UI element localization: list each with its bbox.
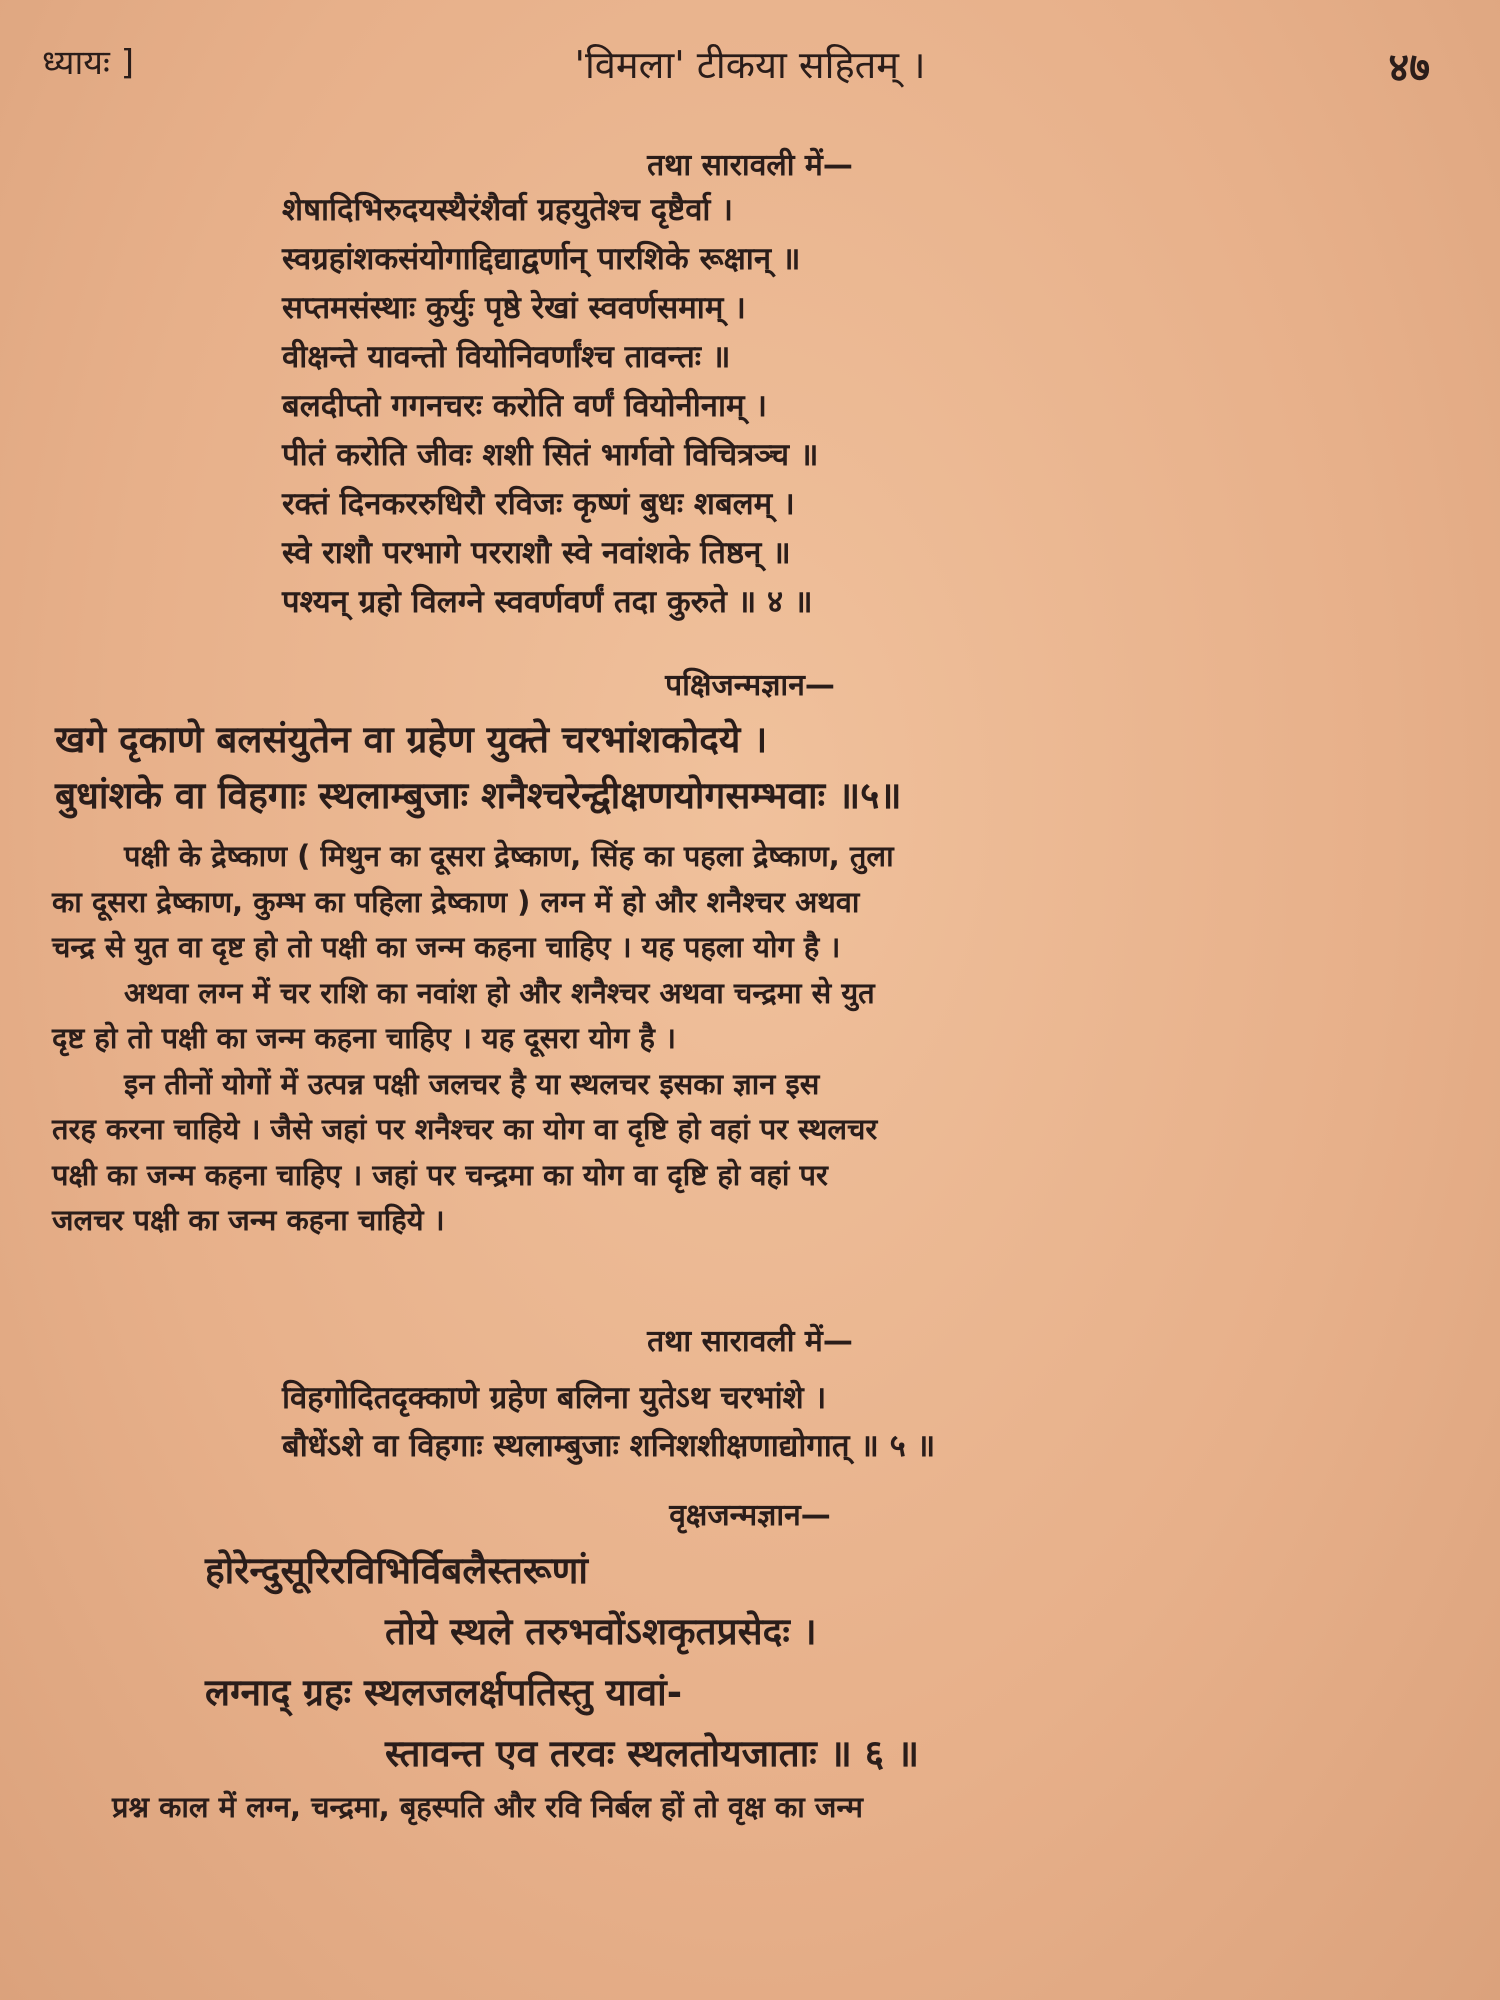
verse-line: स्वे राशौ परभागे परराशौ स्वे नवांशके तिष्ठन् ॥ <box>282 535 791 571</box>
verse-line: सप्तमसंस्थाः कुर्युः पृष्ठे रेखां स्ववर्णसमाम् । <box>282 290 746 326</box>
verse-line: वीक्षन्ते यावन्तो वियोनिवर्णांश्च तावन्तः ॥ <box>282 339 731 375</box>
prose-line: पक्षी का जन्म कहना चाहिए । जहां पर चन्द्रमा का योग वा दृष्टि हो वहां पर <box>52 1157 828 1192</box>
verse-block-5 <box>282 1374 1500 1470</box>
prose-line: अथवा लग्न में चर राशि का नवांश हो और शनैश्चर अथवा चन्द्रमा से युत <box>124 975 875 1010</box>
subheading: पक्षिजन्मज्ञान— <box>665 668 835 703</box>
prose-line: का दूसरा द्रेष्काण, कुम्भ का पहिला द्रेष्काण ) लग्न में हो और शनैश्चर अथवा <box>52 884 860 919</box>
sutra-line: होरेन्दुसूरिरविभिर्विबलैस्तरूणां <box>205 1549 588 1592</box>
verse-line: विहगोदितदृक्काणे ग्रहेण बलिना युतेऽथ चरभांशे । <box>282 1380 827 1416</box>
subheading: तथा सारावली में— <box>647 148 853 183</box>
subheading: वृक्षजन्मज्ञान— <box>669 1498 831 1533</box>
sutra-line: तोये स्थले तरुभवोंऽशकृतप्रसेदः । <box>385 1610 817 1653</box>
verse-line: स्वग्रहांशकसंयोगाद्दिद्याद्वर्णान् पारशिके रूक्षान् ॥ <box>282 241 801 277</box>
sutra-line: खगे दृकाणे बलसंयुतेन वा ग्रहेण युक्ते चरभांशकोदये । <box>55 718 768 761</box>
page-number: ४७ <box>1388 45 1430 91</box>
verse-line: बौधेंऽशे वा विहगाः स्थलाम्बुजाः शनिशशीक्षणाद्योगात् ॥ ५ ॥ <box>282 1428 936 1464</box>
prose-line: प्रश्न काल में लग्न, चन्द्रमा, बृहस्पति और रवि निर्बल हों तो वृक्ष का जन्म <box>112 1790 863 1824</box>
verse-line: रक्तं दिनकररुधिरौ रविजः कृष्णं बुधः शबलम् । <box>282 486 795 522</box>
sutra-5 <box>55 712 1500 824</box>
running-header-left: ध्यायः ] <box>42 43 134 83</box>
prose-line: पक्षी के द्रेष्काण ( मिथुन का दूसरा द्रेष्काण, सिंह का पहला द्रेष्काण, तुला <box>124 839 894 873</box>
sutra-line: स्तावन्त एव तरवः स्थलतोयजाताः ॥ ६ ॥ <box>385 1732 919 1775</box>
sutra-line: लग्नाद् ग्रहः स्थलजलर्क्षपतिस्तु यावां- <box>205 1671 683 1714</box>
verse-line: पश्यन् ग्रहो विलग्ने स्ववर्णवर्णं तदा कुरुते ॥ ४ ॥ <box>282 584 813 620</box>
section-tree-birth <box>0 1496 1500 1536</box>
prose-line: दृष्ट हो तो पक्षी का जन्म कहना चाहिए । यह दूसरा योग है । <box>52 1021 676 1055</box>
section-saravali-2 <box>0 1322 1500 1362</box>
commentary-5 <box>52 834 1500 1244</box>
commentary-6 <box>112 1785 1500 1831</box>
prose-line: चन्द्र से युत वा दृष्ट हो तो पक्षी का जन्म कहना चाहिए । यह पहला योग है । <box>52 930 841 964</box>
subheading: तथा सारावली में— <box>647 1324 853 1359</box>
verse-block-4 <box>282 186 1500 627</box>
running-header-title: 'विमला' टीकया सहितम् । <box>574 43 926 87</box>
prose-line: इन तीनों योगों में उत्पन्न पक्षी जलचर है या स्थलचर इसका ज्ञान इस <box>124 1066 820 1101</box>
prose-line: जलचर पक्षी का जन्म कहना चाहिये । <box>52 1203 445 1237</box>
verse-line: पीतं करोति जीवः शशी सितं भार्गवो विचित्रञ्च ॥ <box>282 437 819 473</box>
sutra-6 <box>0 1540 1500 1784</box>
verse-line: बलदीप्तो गगनचरः करोति वर्णं वियोनीनाम् । <box>282 388 768 424</box>
section-saravali-1 <box>0 146 1500 186</box>
sutra-line: बुधांशके वा विहगाः स्थलाम्बुजाः शनैश्चरेन्द्वीक्षणयोगसम्भवाः ॥५॥ <box>55 774 902 817</box>
section-bird-birth <box>0 666 1500 706</box>
prose-line: तरह करना चाहिये । जैसे जहां पर शनैश्चर का योग वा दृष्टि हो वहां पर स्थलचर <box>52 1112 878 1146</box>
verse-line: शेषादिभिरुदयस्थैरंशैर्वा ग्रहयुतेश्च दृष्टैर्वा । <box>282 192 734 228</box>
